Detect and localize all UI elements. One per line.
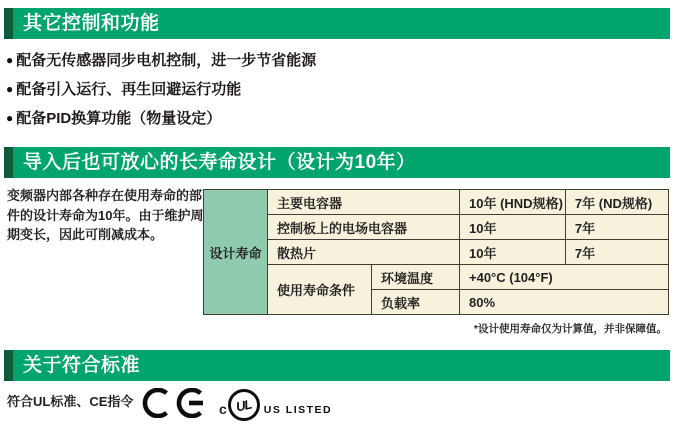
compliance-statement: 符合UL标准、CE指令 <box>7 394 134 409</box>
table-cell-conditions-label: 使用寿命条件 <box>268 265 372 315</box>
bullet-text: 配备引入运行、再生回避运行功能 <box>16 81 242 98</box>
section-title-other-functions: 其它控制和功能 <box>13 8 670 39</box>
bullet-icon: ● <box>6 81 14 96</box>
section-header-standards <box>4 350 670 381</box>
header-accent-strip <box>4 8 13 39</box>
list-item <box>6 45 316 74</box>
section-title-standards: 关于符合标准 <box>13 350 670 381</box>
long-life-description: 变频器内部各种存在使用寿命的部件的设计寿命为10年。由于维护周期变长，因此可削减成本。 <box>7 188 204 242</box>
table-cell-item: 主要电容器 <box>268 190 460 215</box>
table-cell-item: 散热片 <box>268 240 460 265</box>
feature-bullet-list <box>6 45 316 132</box>
table-footnote: *设计使用寿命仅为计算值，并非保障值。 <box>473 323 667 335</box>
table-cell-condition-value: +40°C (104°F) <box>460 265 669 290</box>
bullet-text: 配备PID换算功能（物量设定） <box>16 110 222 127</box>
table-cell-hnd: 10年 (HND规格) <box>460 190 566 215</box>
design-life-table <box>203 189 669 315</box>
ce-mark-icon <box>142 388 206 418</box>
table-cell-condition-value: 80% <box>460 290 669 315</box>
us-listed-label: US LISTED <box>263 404 333 416</box>
header-accent-strip <box>4 350 13 381</box>
table-cell-condition-name: 负载率 <box>372 290 460 315</box>
bullet-icon: ● <box>6 110 14 125</box>
table-row <box>204 265 669 290</box>
table-cell-condition-name: 环境温度 <box>372 265 460 290</box>
section-header-other-functions <box>4 8 670 39</box>
table-row <box>204 240 669 265</box>
ul-letters: UL <box>234 396 253 414</box>
table-cell-nd: 7年 <box>565 215 668 240</box>
bullet-icon: ● <box>6 52 14 67</box>
header-accent-strip <box>4 147 13 178</box>
table-cell-nd: 7年 <box>565 240 668 265</box>
table-row <box>204 190 669 215</box>
table-cell-item: 控制板上的电场电容器 <box>268 215 460 240</box>
ul-c-prefix: c <box>219 401 227 417</box>
bullet-text: 配备无传感器同步电机控制，进一步节省能源 <box>16 52 317 69</box>
table-cell-nd: 7年 (ND规格) <box>565 190 668 215</box>
list-item <box>6 74 316 103</box>
table-row-label: 设计寿命 <box>204 190 268 315</box>
table-cell-hnd: 10年 <box>460 240 566 265</box>
ul-mark-icon <box>228 389 260 421</box>
list-item <box>6 103 316 132</box>
certification-marks <box>142 387 332 421</box>
table-row <box>204 215 669 240</box>
table-cell-hnd: 10年 <box>460 215 566 240</box>
section-title-long-life: 导入后也可放心的长寿命设计（设计为10年） <box>13 147 670 178</box>
section-header-long-life <box>4 147 670 178</box>
